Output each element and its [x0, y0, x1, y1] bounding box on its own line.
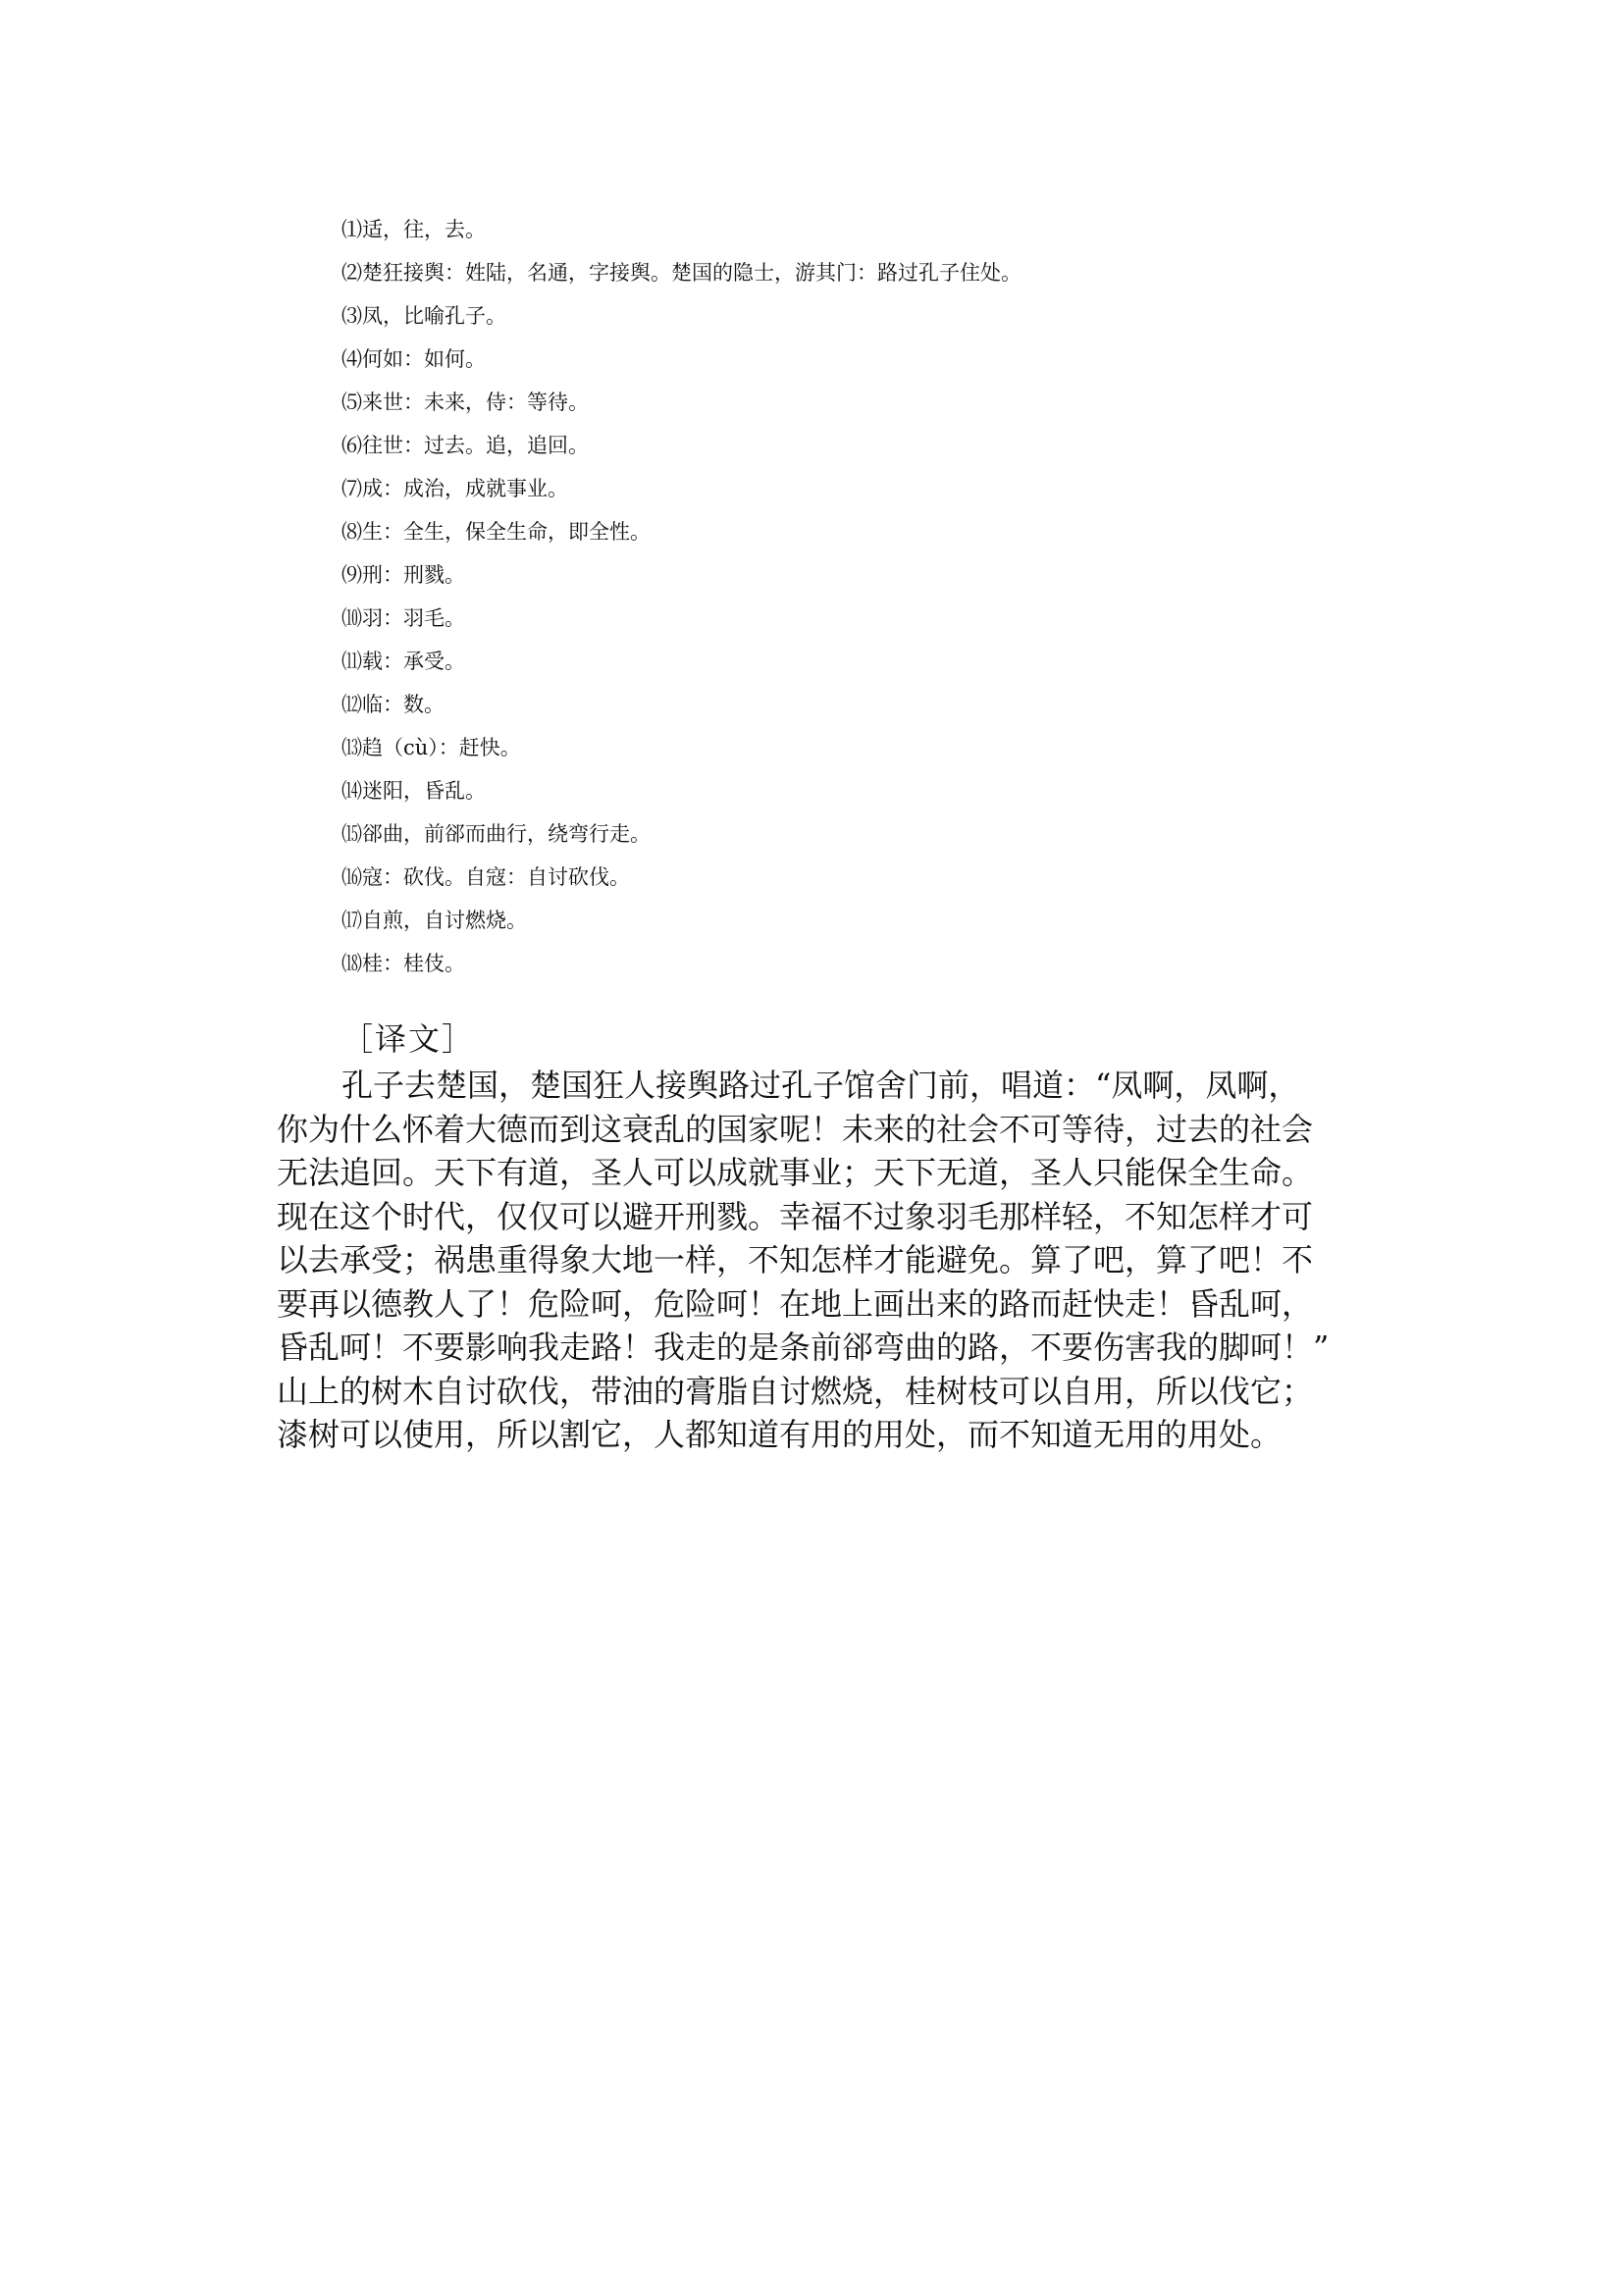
translation-line: 现在这个时代，仅仅可以避开刑戮。幸福不过象羽毛那样轻，不知怎样才可 [277, 1197, 1314, 1235]
annotation-item: ⒀趋（cù）：赶快。 [341, 736, 521, 759]
annotation-item: ⒃寇：砍伐。自寇：自讨砍伐。 [341, 865, 630, 889]
translation-line: 要再以德教人了！危险呵，危险呵！在地上画出来的路而赶快走！昏乱呵， [277, 1284, 1314, 1323]
translation-line: 孔子去楚国，楚国狂人接舆路过孔子馆舍门前，唱道：“凤啊，凤啊， [341, 1067, 1300, 1104]
annotation-item: ⒄自煎，自讨燃烧。 [341, 909, 527, 932]
translation-line: 以去承受；祸患重得象大地一样，不知怎样才能避免。算了吧，算了吧！不 [277, 1241, 1314, 1278]
annotation-item: ⑸来世：未来，侍：等待。 [341, 391, 589, 414]
annotation-item: ⑼刑：刑戮。 [341, 563, 465, 587]
translation-line: 漆树可以使用，所以割它，人都知道有用的用处，而不知道无用的用处。 [277, 1416, 1283, 1453]
annotation-item: ⑾载：承受。 [341, 650, 465, 673]
translation-line: 山上的树木自讨砍伐，带油的膏脂自讨燃烧，桂树枝可以自用，所以伐它； [277, 1372, 1314, 1410]
annotation-item: ⑵楚狂接舆：姓陆，名通，字接舆。楚国的隐士，游其门：路过孔子住处。 [341, 261, 1022, 285]
annotation-item: ⒅桂：桂伎。 [341, 952, 465, 975]
translation-line: 昏乱呵！不要影响我走路！我走的是条前郤弯曲的路，不要伤害我的脚呵！” [277, 1329, 1330, 1366]
annotation-item: ⑿临：数。 [341, 693, 445, 716]
translation-body [277, 1064, 1395, 1457]
translation-line: 你为什么怀着大德而到这衰乱的国家呢！未来的社会不可等待，过去的社会 [277, 1110, 1314, 1148]
annotation-list [341, 208, 1323, 985]
annotation-item: ⑶凤，比喻孔子。 [341, 304, 506, 328]
annotation-item: ⒂郤曲，前郤而曲行，绕弯行走。 [341, 822, 651, 846]
annotation-item: ⒁迷阳，昏乱。 [341, 779, 486, 803]
annotation-item: ⑴适，往，去。 [341, 218, 486, 241]
annotation-item: ⑻生：全生，保全生命，即全性。 [341, 520, 651, 544]
annotation-item: ⑽羽：羽毛。 [341, 606, 465, 630]
annotation-item: ⑷何如：如何。 [341, 347, 486, 371]
annotation-item: ⑹往世：过去。追，追回。 [341, 434, 589, 457]
annotation-item: ⑺成：成治，成就事业。 [341, 477, 568, 500]
translation-heading: ［译文］ [341, 1020, 476, 1058]
translation-line: 无法追回。天下有道，圣人可以成就事业；天下无道，圣人只能保全生命。 [277, 1154, 1314, 1191]
